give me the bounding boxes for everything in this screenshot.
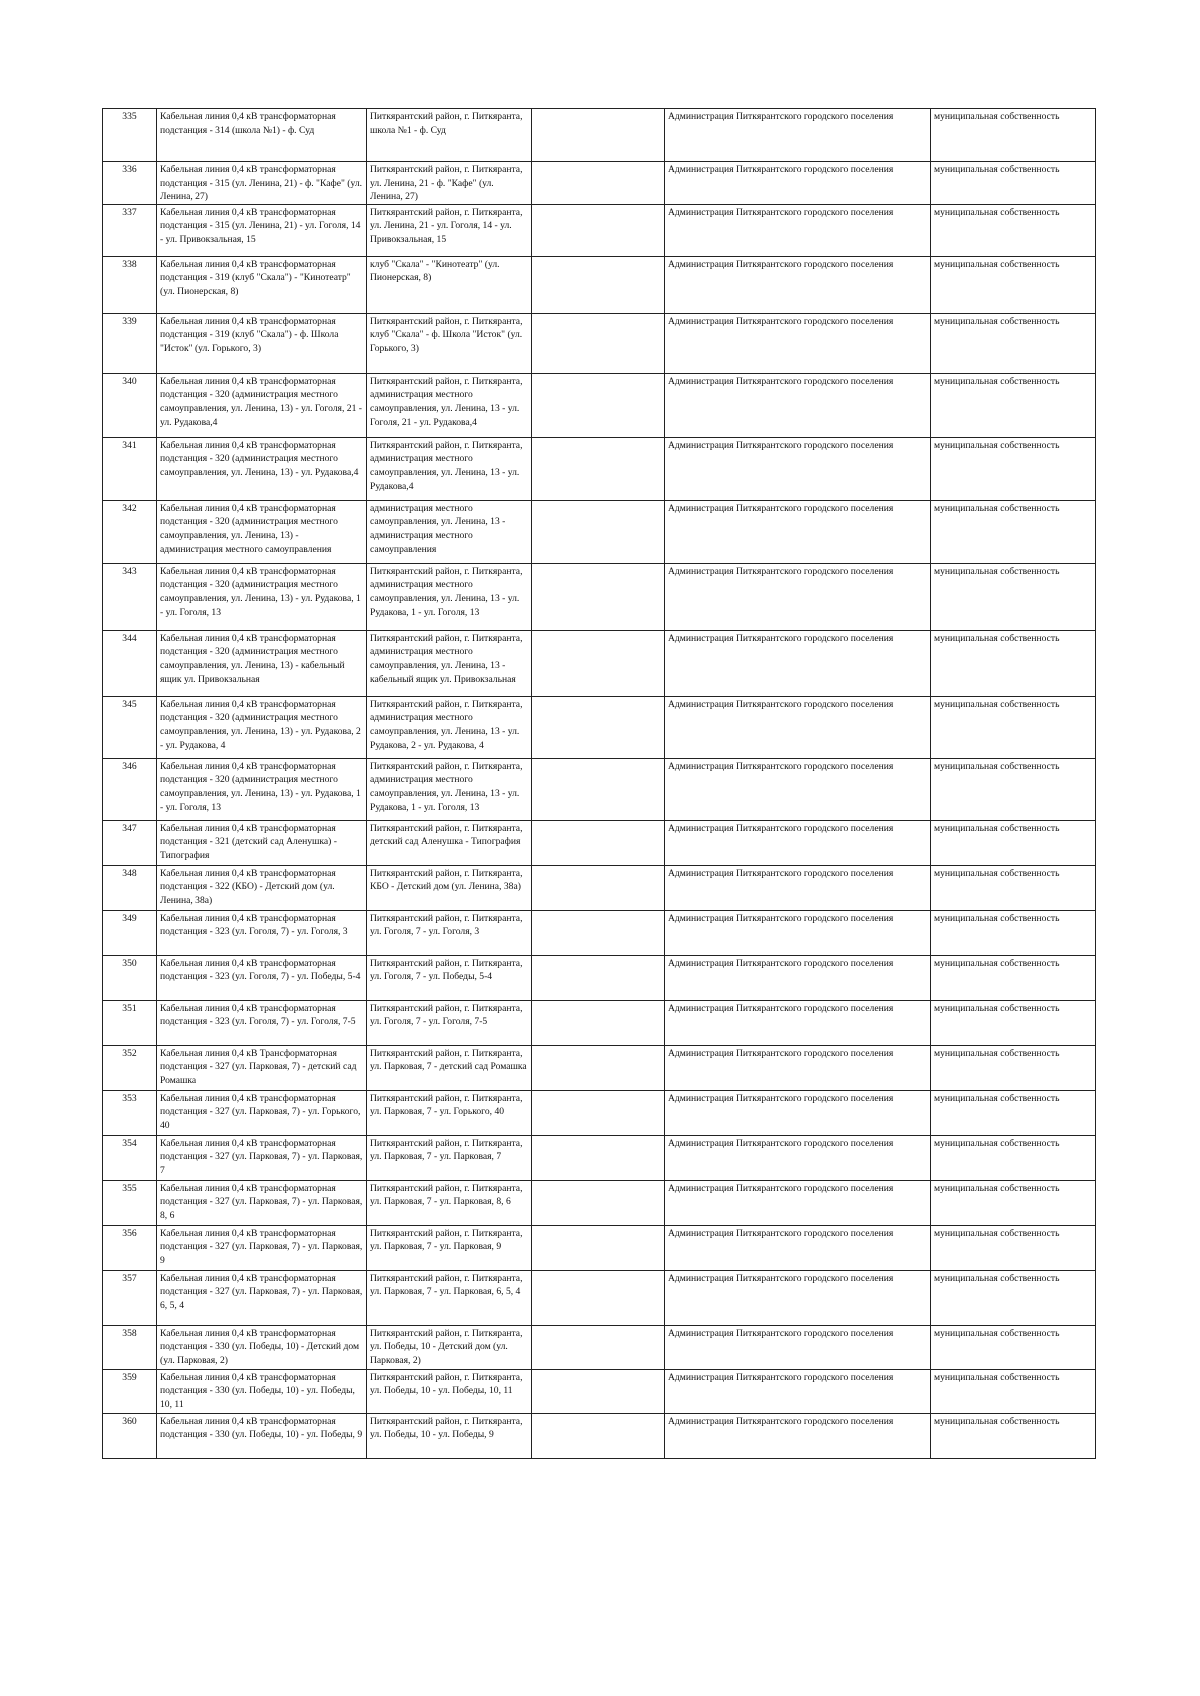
row-number-cell: 354 <box>103 1135 157 1180</box>
object-name-cell: Кабельная линия 0,4 кВ трансформаторная подстанция - 322 (КБО) - Детский дом (ул. Ленина, 38а) <box>157 865 367 910</box>
object-details-cell <box>532 313 665 373</box>
object-address-cell: Питкярантский район, г. Питкяранта, ул. Гоголя, 7 - ул. Гоголя, 7-5 <box>367 1000 532 1045</box>
row-number-cell: 352 <box>103 1045 157 1090</box>
ownership-type-cell: муниципальная собственность <box>931 955 1096 1000</box>
rights-holder-cell: Администрация Питкярантского городского поселения <box>665 109 931 162</box>
object-address-cell: Питкярантский район, г. Питкяранта, ул. Парковая, 7 - ул. Парковая, 6, 5, 4 <box>367 1270 532 1325</box>
ownership-type-cell: муниципальная собственность <box>931 865 1096 910</box>
table-row <box>103 1270 1096 1325</box>
object-details-cell <box>532 1369 665 1413</box>
object-details-cell <box>532 820 665 865</box>
table-row <box>103 256 1096 313</box>
row-number-cell: 351 <box>103 1000 157 1045</box>
object-name-cell: Кабельная линия 0,4 кВ трансформаторная подстанция - 327 (ул. Парковая, 7) - ул. Парковая, 6, 5, 4 <box>157 1270 367 1325</box>
row-number-cell: 353 <box>103 1090 157 1135</box>
object-name-cell: Кабельная линия 0,4 кВ трансформаторная подстанция - 320 (администрация местного самоуправления, ул. Ленина, 13) - ул. Рудакова, 1 - ул. Гоголя, 13 <box>157 758 367 820</box>
table-row <box>103 696 1096 758</box>
rights-holder-cell: Администрация Питкярантского городского поселения <box>665 820 931 865</box>
ownership-type-cell: муниципальная собственность <box>931 1090 1096 1135</box>
object-details-cell <box>532 1180 665 1225</box>
table-row <box>103 373 1096 437</box>
object-name-cell: Кабельная линия 0,4 кВ трансформаторная подстанция - 315 (ул. Ленина, 21) - ул. Гоголя, 14 - ул. Привокзальная, 15 <box>157 204 367 256</box>
object-details-cell <box>532 696 665 758</box>
object-name-cell: Кабельная линия 0,4 кВ трансформаторная подстанция - 323 (ул. Гоголя, 7) - ул. Гоголя, 7-5 <box>157 1000 367 1045</box>
object-address-cell: клуб "Скала" - "Кинотеатр" (ул. Пионерская, 8) <box>367 256 532 313</box>
table-row <box>103 1180 1096 1225</box>
rights-holder-cell: Администрация Питкярантского городского поселения <box>665 256 931 313</box>
rights-holder-cell: Администрация Питкярантского городского поселения <box>665 204 931 256</box>
row-number-cell: 348 <box>103 865 157 910</box>
ownership-type-cell: муниципальная собственность <box>931 204 1096 256</box>
rights-holder-cell: Администрация Питкярантского городского поселения <box>665 630 931 696</box>
object-address-cell: Питкярантский район, г. Питкяранта, ул. Парковая, 7 - детский сад Ромашка <box>367 1045 532 1090</box>
object-address-cell: Питкярантский район, г. Питкяранта, ул. Победы, 10 - ул. Победы, 9 <box>367 1413 532 1458</box>
ownership-type-cell: муниципальная собственность <box>931 1325 1096 1369</box>
ownership-type-cell: муниципальная собственность <box>931 910 1096 955</box>
row-number-cell: 338 <box>103 256 157 313</box>
row-number-cell: 341 <box>103 437 157 500</box>
rights-holder-cell: Администрация Питкярантского городского поселения <box>665 500 931 563</box>
rights-holder-cell: Администрация Питкярантского городского поселения <box>665 1000 931 1045</box>
object-address-cell: Питкярантский район, г. Питкяранта, ул. Победы, 10 - Детский дом (ул. Парковая, 2) <box>367 1325 532 1369</box>
object-details-cell <box>532 437 665 500</box>
table-row <box>103 1369 1096 1413</box>
table-row <box>103 437 1096 500</box>
table-row <box>103 910 1096 955</box>
rights-holder-cell: Администрация Питкярантского городского поселения <box>665 1180 931 1225</box>
ownership-type-cell: муниципальная собственность <box>931 1413 1096 1458</box>
ownership-type-cell: муниципальная собственность <box>931 1180 1096 1225</box>
object-address-cell: Питкярантский район, г. Питкяранта, клуб "Скала" - ф. Школа "Исток" (ул. Горького, 3) <box>367 313 532 373</box>
registry-body <box>103 109 1096 1459</box>
object-name-cell: Кабельная линия 0,4 кВ трансформаторная подстанция - 327 (ул. Парковая, 7) - ул. Парковая, 9 <box>157 1225 367 1270</box>
row-number-cell: 346 <box>103 758 157 820</box>
object-address-cell: Питкярантский район, г. Питкяранта, администрация местного самоуправления, ул. Ленина, 13 - ул. Рудакова, 1 - ул. Гоголя, 13 <box>367 563 532 630</box>
object-address-cell: Питкярантский район, г. Питкяранта, администрация местного самоуправления, ул. Ленина, 13 - кабельный ящик ул. Привокзальная <box>367 630 532 696</box>
row-number-cell: 358 <box>103 1325 157 1369</box>
rights-holder-cell: Администрация Питкярантского городского поселения <box>665 696 931 758</box>
rights-holder-cell: Администрация Питкярантского городского поселения <box>665 373 931 437</box>
rights-holder-cell: Администрация Питкярантского городского поселения <box>665 955 931 1000</box>
object-details-cell <box>532 1045 665 1090</box>
object-details-cell <box>532 109 665 162</box>
ownership-type-cell: муниципальная собственность <box>931 256 1096 313</box>
table-row <box>103 1225 1096 1270</box>
object-name-cell: Кабельная линия 0,4 кВ трансформаторная подстанция - 330 (ул. Победы, 10) - Детский дом (ул. Парковая, 2) <box>157 1325 367 1369</box>
ownership-type-cell: муниципальная собственность <box>931 1369 1096 1413</box>
ownership-type-cell: муниципальная собственность <box>931 1000 1096 1045</box>
object-details-cell <box>532 373 665 437</box>
object-name-cell: Кабельная линия 0,4 кВ трансформаторная подстанция - 327 (ул. Парковая, 7) - ул. Парковая, 8, 6 <box>157 1180 367 1225</box>
object-name-cell: Кабельная линия 0,4 кВ трансформаторная подстанция - 315 (ул. Ленина, 21) - ф. "Кафе" (ул. Ленина, 27) <box>157 162 367 205</box>
object-name-cell: Кабельная линия 0,4 кВ трансформаторная подстанция - 319 (клуб "Скала") - ф. Школа "Исток" (ул. Горького, 3) <box>157 313 367 373</box>
rights-holder-cell: Администрация Питкярантского городского поселения <box>665 1090 931 1135</box>
ownership-type-cell: муниципальная собственность <box>931 1225 1096 1270</box>
object-address-cell: Питкярантский район, г. Питкяранта, ул. Парковая, 7 - ул. Горького, 40 <box>367 1090 532 1135</box>
row-number-cell: 347 <box>103 820 157 865</box>
row-number-cell: 343 <box>103 563 157 630</box>
object-details-cell <box>532 1135 665 1180</box>
object-details-cell <box>532 256 665 313</box>
row-number-cell: 335 <box>103 109 157 162</box>
row-number-cell: 349 <box>103 910 157 955</box>
object-details-cell <box>532 910 665 955</box>
object-name-cell: Кабельная линия 0,4 кВ трансформаторная подстанция - 320 (администрация местного самоуправления, ул. Ленина, 13) - администрация местного самоуправления <box>157 500 367 563</box>
object-details-cell <box>532 1413 665 1458</box>
object-details-cell <box>532 865 665 910</box>
rights-holder-cell: Администрация Питкярантского городского поселения <box>665 1225 931 1270</box>
object-address-cell: Питкярантский район, г. Питкяранта, ул. Парковая, 7 - ул. Парковая, 7 <box>367 1135 532 1180</box>
object-address-cell: администрация местного самоуправления, ул. Ленина, 13 - администрация местного самоуправления <box>367 500 532 563</box>
table-row <box>103 820 1096 865</box>
table-row <box>103 865 1096 910</box>
row-number-cell: 360 <box>103 1413 157 1458</box>
ownership-type-cell: муниципальная собственность <box>931 313 1096 373</box>
rights-holder-cell: Администрация Питкярантского городского поселения <box>665 865 931 910</box>
row-number-cell: 345 <box>103 696 157 758</box>
document-page <box>102 108 1095 1459</box>
row-number-cell: 355 <box>103 1180 157 1225</box>
ownership-type-cell: муниципальная собственность <box>931 1045 1096 1090</box>
ownership-type-cell: муниципальная собственность <box>931 109 1096 162</box>
object-address-cell: Питкярантский район, г. Питкяранта, школа №1 - ф. Суд <box>367 109 532 162</box>
table-row <box>103 630 1096 696</box>
object-details-cell <box>532 1000 665 1045</box>
object-details-cell <box>532 1325 665 1369</box>
row-number-cell: 339 <box>103 313 157 373</box>
object-name-cell: Кабельная линия 0,4 кВ трансформаторная подстанция - 327 (ул. Парковая, 7) - ул. Парковая, 7 <box>157 1135 367 1180</box>
object-name-cell: Кабельная линия 0,4 кВ трансформаторная подстанция - 327 (ул. Парковая, 7) - ул. Горького, 40 <box>157 1090 367 1135</box>
object-name-cell: Кабельная линия 0,4 кВ трансформаторная подстанция - 323 (ул. Гоголя, 7) - ул. Гоголя, 3 <box>157 910 367 955</box>
object-details-cell <box>532 1225 665 1270</box>
row-number-cell: 350 <box>103 955 157 1000</box>
object-name-cell: Кабельная линия 0,4 кВ трансформаторная подстанция - 323 (ул. Гоголя, 7) - ул. Победы, 5-4 <box>157 955 367 1000</box>
table-row <box>103 563 1096 630</box>
object-address-cell: Питкярантский район, г. Питкяранта, ул. Гоголя, 7 - ул. Гоголя, 3 <box>367 910 532 955</box>
object-address-cell: Питкярантский район, г. Питкяранта, ул. Парковая, 7 - ул. Парковая, 8, 6 <box>367 1180 532 1225</box>
object-name-cell: Кабельная линия 0,4 кВ трансформаторная подстанция - 320 (администрация местного самоуправления, ул. Ленина, 13) - ул. Рудакова, 2 - ул. Рудакова, 4 <box>157 696 367 758</box>
table-row <box>103 204 1096 256</box>
table-row <box>103 313 1096 373</box>
table-row <box>103 500 1096 563</box>
object-details-cell <box>532 630 665 696</box>
ownership-type-cell: муниципальная собственность <box>931 500 1096 563</box>
rights-holder-cell: Администрация Питкярантского городского поселения <box>665 758 931 820</box>
ownership-type-cell: муниципальная собственность <box>931 758 1096 820</box>
table-row <box>103 109 1096 162</box>
rights-holder-cell: Администрация Питкярантского городского поселения <box>665 1369 931 1413</box>
object-details-cell <box>532 162 665 205</box>
rights-holder-cell: Администрация Питкярантского городского поселения <box>665 563 931 630</box>
table-row <box>103 162 1096 205</box>
row-number-cell: 337 <box>103 204 157 256</box>
row-number-cell: 344 <box>103 630 157 696</box>
object-address-cell: Питкярантский район, г. Питкяранта, администрация местного самоуправления, ул. Ленина, 13 - ул. Рудакова, 2 - ул. Рудакова, 4 <box>367 696 532 758</box>
row-number-cell: 356 <box>103 1225 157 1270</box>
row-number-cell: 342 <box>103 500 157 563</box>
ownership-type-cell: муниципальная собственность <box>931 1135 1096 1180</box>
property-registry-table <box>102 108 1096 1459</box>
object-details-cell <box>532 204 665 256</box>
rights-holder-cell: Администрация Питкярантского городского поселения <box>665 437 931 500</box>
rights-holder-cell: Администрация Питкярантского городского поселения <box>665 1270 931 1325</box>
object-address-cell: Питкярантский район, г. Питкяранта, ул. Победы, 10 - ул. Победы, 10, 11 <box>367 1369 532 1413</box>
rights-holder-cell: Администрация Питкярантского городского поселения <box>665 1045 931 1090</box>
ownership-type-cell: муниципальная собственность <box>931 630 1096 696</box>
ownership-type-cell: муниципальная собственность <box>931 563 1096 630</box>
object-address-cell: Питкярантский район, г. Питкяранта, ул. Ленина, 21 - ул. Гоголя, 14 - ул. Привокзальная, 15 <box>367 204 532 256</box>
table-row <box>103 1413 1096 1458</box>
object-address-cell: Питкярантский район, г. Питкяранта, ул. Гоголя, 7 - ул. Победы, 5-4 <box>367 955 532 1000</box>
object-name-cell: Кабельная линия 0,4 кВ трансформаторная подстанция - 320 (администрация местного самоуправления, ул. Ленина, 13) - ул. Рудакова,4 <box>157 437 367 500</box>
row-number-cell: 357 <box>103 1270 157 1325</box>
ownership-type-cell: муниципальная собственность <box>931 162 1096 205</box>
object-name-cell: Кабельная линия 0,4 кВ трансформаторная подстанция - 319 (клуб "Скала") - "Кинотеатр" (ул. Пионерская, 8) <box>157 256 367 313</box>
rights-holder-cell: Администрация Питкярантского городского поселения <box>665 1413 931 1458</box>
rights-holder-cell: Администрация Питкярантского городского поселения <box>665 910 931 955</box>
rights-holder-cell: Администрация Питкярантского городского поселения <box>665 313 931 373</box>
ownership-type-cell: муниципальная собственность <box>931 437 1096 500</box>
object-details-cell <box>532 1270 665 1325</box>
ownership-type-cell: муниципальная собственность <box>931 696 1096 758</box>
table-row <box>103 1045 1096 1090</box>
object-details-cell <box>532 758 665 820</box>
rights-holder-cell: Администрация Питкярантского городского поселения <box>665 162 931 205</box>
object-name-cell: Кабельная линия 0,4 кВ трансформаторная подстанция - 314 (школа №1) - ф. Суд <box>157 109 367 162</box>
object-name-cell: Кабельная линия 0,4 кВ трансформаторная подстанция - 330 (ул. Победы, 10) - ул. Победы, 9 <box>157 1413 367 1458</box>
ownership-type-cell: муниципальная собственность <box>931 1270 1096 1325</box>
object-name-cell: Кабельная линия 0,4 кВ Трансформаторная подстанция - 327 (ул. Парковая, 7) - детский сад Ромашка <box>157 1045 367 1090</box>
object-address-cell: Питкярантский район, г. Питкяранта, администрация местного самоуправления, ул. Ленина, 13 - ул. Рудакова, 1 - ул. Гоголя, 13 <box>367 758 532 820</box>
object-address-cell: Питкярантский район, г. Питкяранта, администрация местного самоуправления, ул. Ленина, 13 - ул. Гоголя, 21 - ул. Рудакова,4 <box>367 373 532 437</box>
table-row <box>103 1000 1096 1045</box>
object-address-cell: Питкярантский район, г. Питкяранта, ул. Ленина, 21 - ф. "Кафе" (ул. Ленина, 27) <box>367 162 532 205</box>
row-number-cell: 340 <box>103 373 157 437</box>
object-name-cell: Кабельная линия 0,4 кВ трансформаторная подстанция - 320 (администрация местного самоуправления, ул. Ленина, 13) - ул. Гоголя, 21 - ул. Рудакова,4 <box>157 373 367 437</box>
rights-holder-cell: Администрация Питкярантского городского поселения <box>665 1325 931 1369</box>
object-details-cell <box>532 1090 665 1135</box>
object-details-cell <box>532 563 665 630</box>
object-name-cell: Кабельная линия 0,4 кВ трансформаторная подстанция - 320 (администрация местного самоуправления, ул. Ленина, 13) - ул. Рудакова, 1 - ул. Гоголя, 13 <box>157 563 367 630</box>
object-address-cell: Питкярантский район, г. Питкяранта, КБО - Детский дом (ул. Ленина, 38а) <box>367 865 532 910</box>
object-name-cell: Кабельная линия 0,4 кВ трансформаторная подстанция - 321 (детский сад Аленушка) - Типография <box>157 820 367 865</box>
object-address-cell: Питкярантский район, г. Питкяранта, детский сад Аленушка - Типография <box>367 820 532 865</box>
ownership-type-cell: муниципальная собственность <box>931 820 1096 865</box>
object-name-cell: Кабельная линия 0,4 кВ трансформаторная подстанция - 330 (ул. Победы, 10) - ул. Победы, 10, 11 <box>157 1369 367 1413</box>
rights-holder-cell: Администрация Питкярантского городского поселения <box>665 1135 931 1180</box>
object-address-cell: Питкярантский район, г. Питкяранта, администрация местного самоуправления, ул. Ленина, 13 - ул. Рудакова,4 <box>367 437 532 500</box>
row-number-cell: 359 <box>103 1369 157 1413</box>
object-name-cell: Кабельная линия 0,4 кВ трансформаторная подстанция - 320 (администрация местного самоуправления, ул. Ленина, 13) - кабельный ящик ул. Привокзальная <box>157 630 367 696</box>
table-row <box>103 1135 1096 1180</box>
row-number-cell: 336 <box>103 162 157 205</box>
object-details-cell <box>532 955 665 1000</box>
object-address-cell: Питкярантский район, г. Питкяранта, ул. Парковая, 7 - ул. Парковая, 9 <box>367 1225 532 1270</box>
table-row <box>103 758 1096 820</box>
table-row <box>103 955 1096 1000</box>
table-row <box>103 1325 1096 1369</box>
object-details-cell <box>532 500 665 563</box>
ownership-type-cell: муниципальная собственность <box>931 373 1096 437</box>
table-row <box>103 1090 1096 1135</box>
